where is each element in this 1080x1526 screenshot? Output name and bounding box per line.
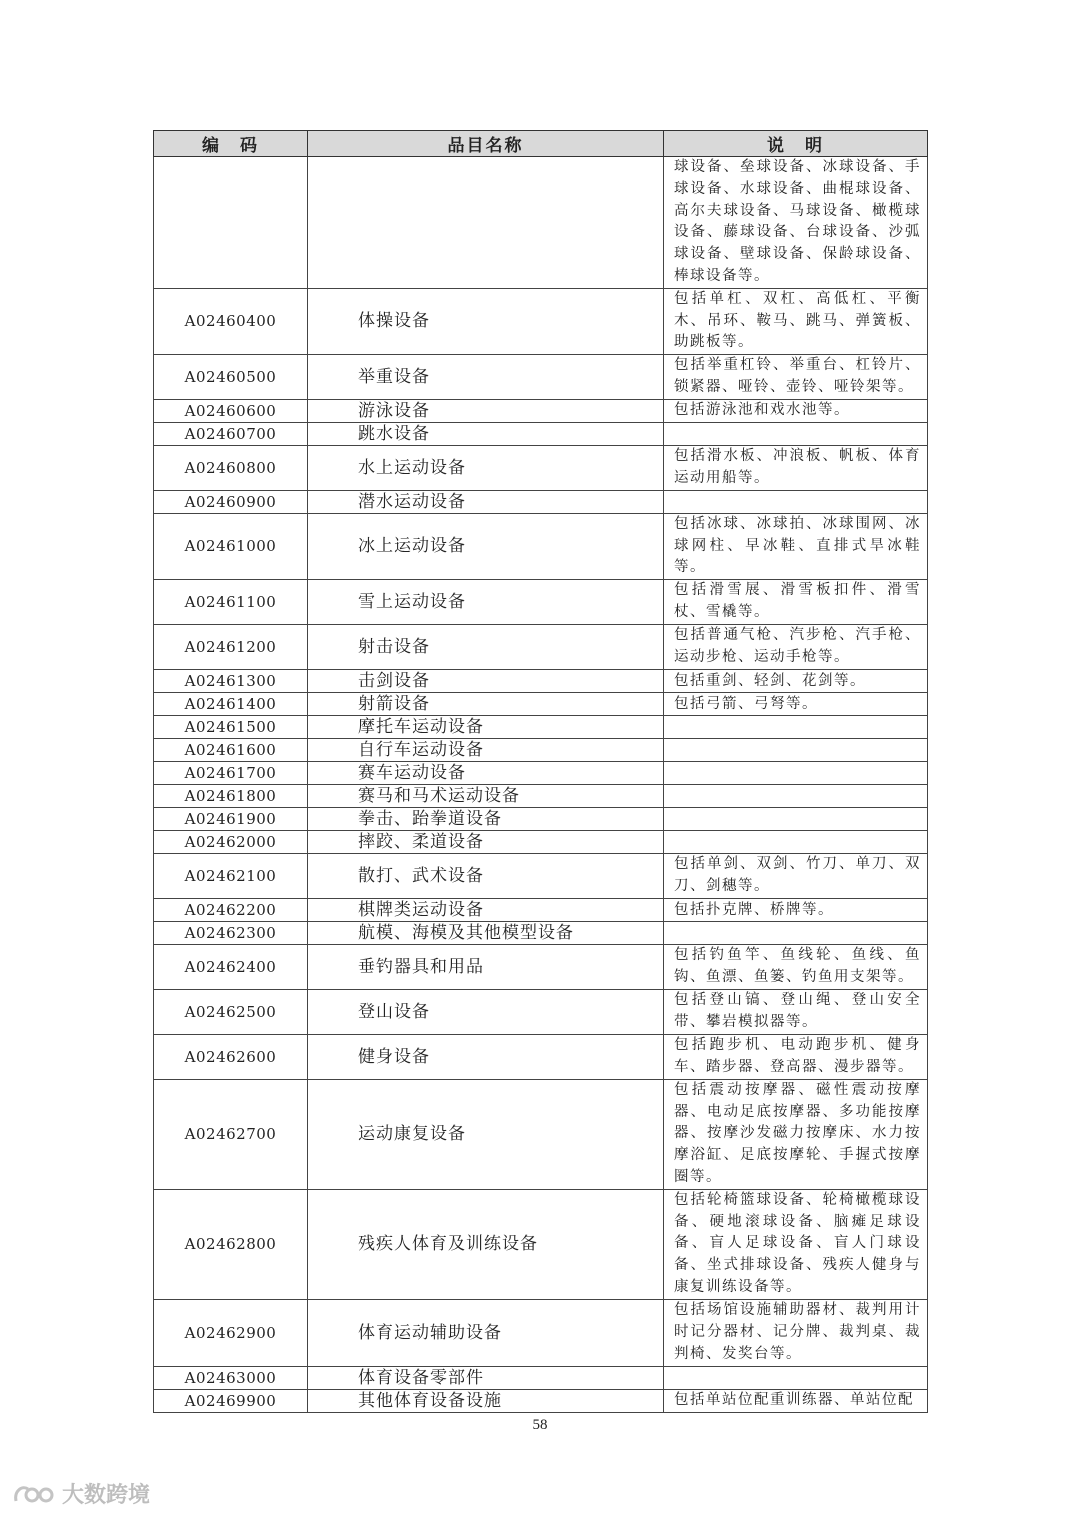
row-name: 自行车运动设备: [308, 739, 664, 762]
row-description: [664, 785, 928, 808]
row-description: 包括重剑、轻剑、花剑等。: [664, 670, 928, 693]
row-code: [154, 157, 308, 289]
row-code: A02469900: [154, 1389, 308, 1412]
table-row: [154, 445, 928, 490]
row-name: 航模、海模及其他模型设备: [308, 922, 664, 945]
catalog-table-container: [153, 130, 927, 1413]
row-code: A02462900: [154, 1299, 308, 1366]
row-description: [664, 422, 928, 445]
row-name: 击剑设备: [308, 670, 664, 693]
row-name: 水上运动设备: [308, 445, 664, 490]
row-code: A02461000: [154, 513, 308, 579]
row-description: 包括普通气枪、汽步枪、汽手枪、运动步枪、运动手枪等。: [664, 625, 928, 670]
table-row: [154, 355, 928, 400]
row-name: 雪上运动设备: [308, 580, 664, 625]
row-description: 包括登山镐、登山绳、登山安全带、攀岩模拟器等。: [664, 990, 928, 1035]
row-code: A02461600: [154, 739, 308, 762]
row-code: A02461800: [154, 785, 308, 808]
table-row: [154, 945, 928, 990]
row-code: A02461700: [154, 762, 308, 785]
row-code: A02462300: [154, 922, 308, 945]
table-row: [154, 808, 928, 831]
row-name: 散打、武术设备: [308, 854, 664, 899]
table-row: [154, 513, 928, 579]
row-name: 运动康复设备: [308, 1079, 664, 1189]
row-code: A02460800: [154, 445, 308, 490]
table-row: [154, 739, 928, 762]
catalog-table: [153, 130, 928, 1413]
row-code: A02462100: [154, 854, 308, 899]
row-description: 包括冰球、冰球拍、冰球围网、冰球网柱、早冰鞋、直排式旱冰鞋等。: [664, 513, 928, 579]
row-description: 包括钓鱼竿、鱼线轮、鱼线、鱼钩、鱼漂、鱼篓、钓鱼用支架等。: [664, 945, 928, 990]
table-row: [154, 625, 928, 670]
row-description: 包括弓箭、弓弩等。: [664, 693, 928, 716]
row-code: A02463000: [154, 1366, 308, 1389]
row-code: A02462200: [154, 899, 308, 922]
row-description: 包括滑水板、冲浪板、帆板、体育运动用船等。: [664, 445, 928, 490]
table-row: [154, 157, 928, 289]
row-description: 包括跑步机、电动跑步机、健身车、踏步器、登高器、漫步器等。: [664, 1034, 928, 1079]
table-row: [154, 831, 928, 854]
watermark: [12, 1478, 150, 1509]
row-code: A02461500: [154, 716, 308, 739]
table-row: [154, 762, 928, 785]
row-name: 登山设备: [308, 990, 664, 1035]
row-description: 包括举重杠铃、举重台、杠铃片、锁紧器、哑铃、壶铃、哑铃架等。: [664, 355, 928, 400]
row-code: A02460900: [154, 490, 308, 513]
row-code: A02462800: [154, 1189, 308, 1299]
row-code: A02461200: [154, 625, 308, 670]
row-name: 赛车运动设备: [308, 762, 664, 785]
row-description: 球设备、垒球设备、冰球设备、手球设备、水球设备、曲棍球设备、高尔夫球设备、马球设备、橄榄球设备、藤球设备、台球设备、沙弧球设备、壁球设备、保龄球设备、棒球设备等。: [664, 157, 928, 289]
table-row: [154, 422, 928, 445]
table-row: [154, 288, 928, 354]
row-description: [664, 762, 928, 785]
row-name: 游泳设备: [308, 399, 664, 422]
row-description: 包括场馆设施辅助器材、裁判用计时记分器材、记分牌、裁判桌、裁判椅、发奖台等。: [664, 1299, 928, 1366]
row-description: 包括游泳池和戏水池等。: [664, 399, 928, 422]
table-row: [154, 854, 928, 899]
table-row: [154, 1034, 928, 1079]
row-description: [664, 739, 928, 762]
row-name: 体育运动辅助设备: [308, 1299, 664, 1366]
row-code: A02462600: [154, 1034, 308, 1079]
table-row: [154, 580, 928, 625]
table-row: [154, 899, 928, 922]
row-name: 摩托车运动设备: [308, 716, 664, 739]
row-code: A02461100: [154, 580, 308, 625]
row-code: A02462000: [154, 831, 308, 854]
row-code: A02461900: [154, 808, 308, 831]
row-name: 体操设备: [308, 288, 664, 354]
table-row: [154, 1366, 928, 1389]
row-description: 包括扑克牌、桥牌等。: [664, 899, 928, 922]
table-row: [154, 399, 928, 422]
table-row: [154, 1189, 928, 1299]
table-row: [154, 693, 928, 716]
row-name: 其他体育设备设施: [308, 1389, 664, 1412]
page-number: 58: [532, 1417, 548, 1433]
row-name: 拳击、跆拳道设备: [308, 808, 664, 831]
table-header-row: [154, 131, 928, 157]
row-name: [308, 157, 664, 289]
header-code: 编 码: [154, 131, 308, 157]
row-description: [664, 922, 928, 945]
row-name: 棋牌类运动设备: [308, 899, 664, 922]
row-name: 残疾人体育及训练设备: [308, 1189, 664, 1299]
row-description: 包括单剑、双剑、竹刀、单刀、双刀、剑穗等。: [664, 854, 928, 899]
row-description: [664, 1366, 928, 1389]
row-code: A02460700: [154, 422, 308, 445]
table-body: [154, 157, 928, 1413]
row-name: 健身设备: [308, 1034, 664, 1079]
row-code: A02462700: [154, 1079, 308, 1189]
row-description: [664, 808, 928, 831]
row-name: 垂钓器具和用品: [308, 945, 664, 990]
row-code: A02461400: [154, 693, 308, 716]
row-description: [664, 490, 928, 513]
table-row: [154, 1389, 928, 1412]
row-name: 射箭设备: [308, 693, 664, 716]
row-name: 潜水运动设备: [308, 490, 664, 513]
row-description: 包括滑雪展、滑雪板扣件、滑雪杖、雪橇等。: [664, 580, 928, 625]
row-name: 冰上运动设备: [308, 513, 664, 579]
row-name: 赛马和马术运动设备: [308, 785, 664, 808]
row-code: A02460400: [154, 288, 308, 354]
table-row: [154, 1079, 928, 1189]
header-name: 品目名称: [308, 131, 664, 157]
row-description: 包括单站位配重训练器、单站位配: [664, 1389, 928, 1412]
logo-icon: [12, 1481, 56, 1507]
table-row: [154, 990, 928, 1035]
row-description: [664, 716, 928, 739]
table-row: [154, 922, 928, 945]
row-name: 射击设备: [308, 625, 664, 670]
row-code: A02460600: [154, 399, 308, 422]
row-name: 体育设备零部件: [308, 1366, 664, 1389]
row-name: 摔跤、柔道设备: [308, 831, 664, 854]
row-description: 包括震动按摩器、磁性震动按摩器、电动足底按摩器、多功能按摩器、按摩沙发磁力按摩床、水力按摩浴缸、足底按摩轮、手握式按摩圈等。: [664, 1079, 928, 1189]
watermark-text: 大数跨境: [62, 1483, 151, 1508]
row-code: A02462400: [154, 945, 308, 990]
header-desc: 说 明: [664, 131, 928, 157]
row-description: 包括轮椅篮球设备、轮椅橄榄球设备、硬地滚球设备、脑瘫足球设备、盲人足球设备、盲人门球设备、坐式排球设备、残疾人健身与康复训练设备等。: [664, 1189, 928, 1299]
table-row: [154, 785, 928, 808]
table-row: [154, 716, 928, 739]
row-name: 跳水设备: [308, 422, 664, 445]
row-code: A02461300: [154, 670, 308, 693]
row-code: A02462500: [154, 990, 308, 1035]
row-description: 包括单杠、双杠、高低杠、平衡木、吊环、鞍马、跳马、弹簧板、助跳板等。: [664, 288, 928, 354]
table-row: [154, 670, 928, 693]
row-description: [664, 831, 928, 854]
row-name: 举重设备: [308, 355, 664, 400]
table-row: [154, 490, 928, 513]
row-code: A02460500: [154, 355, 308, 400]
table-row: [154, 1299, 928, 1366]
